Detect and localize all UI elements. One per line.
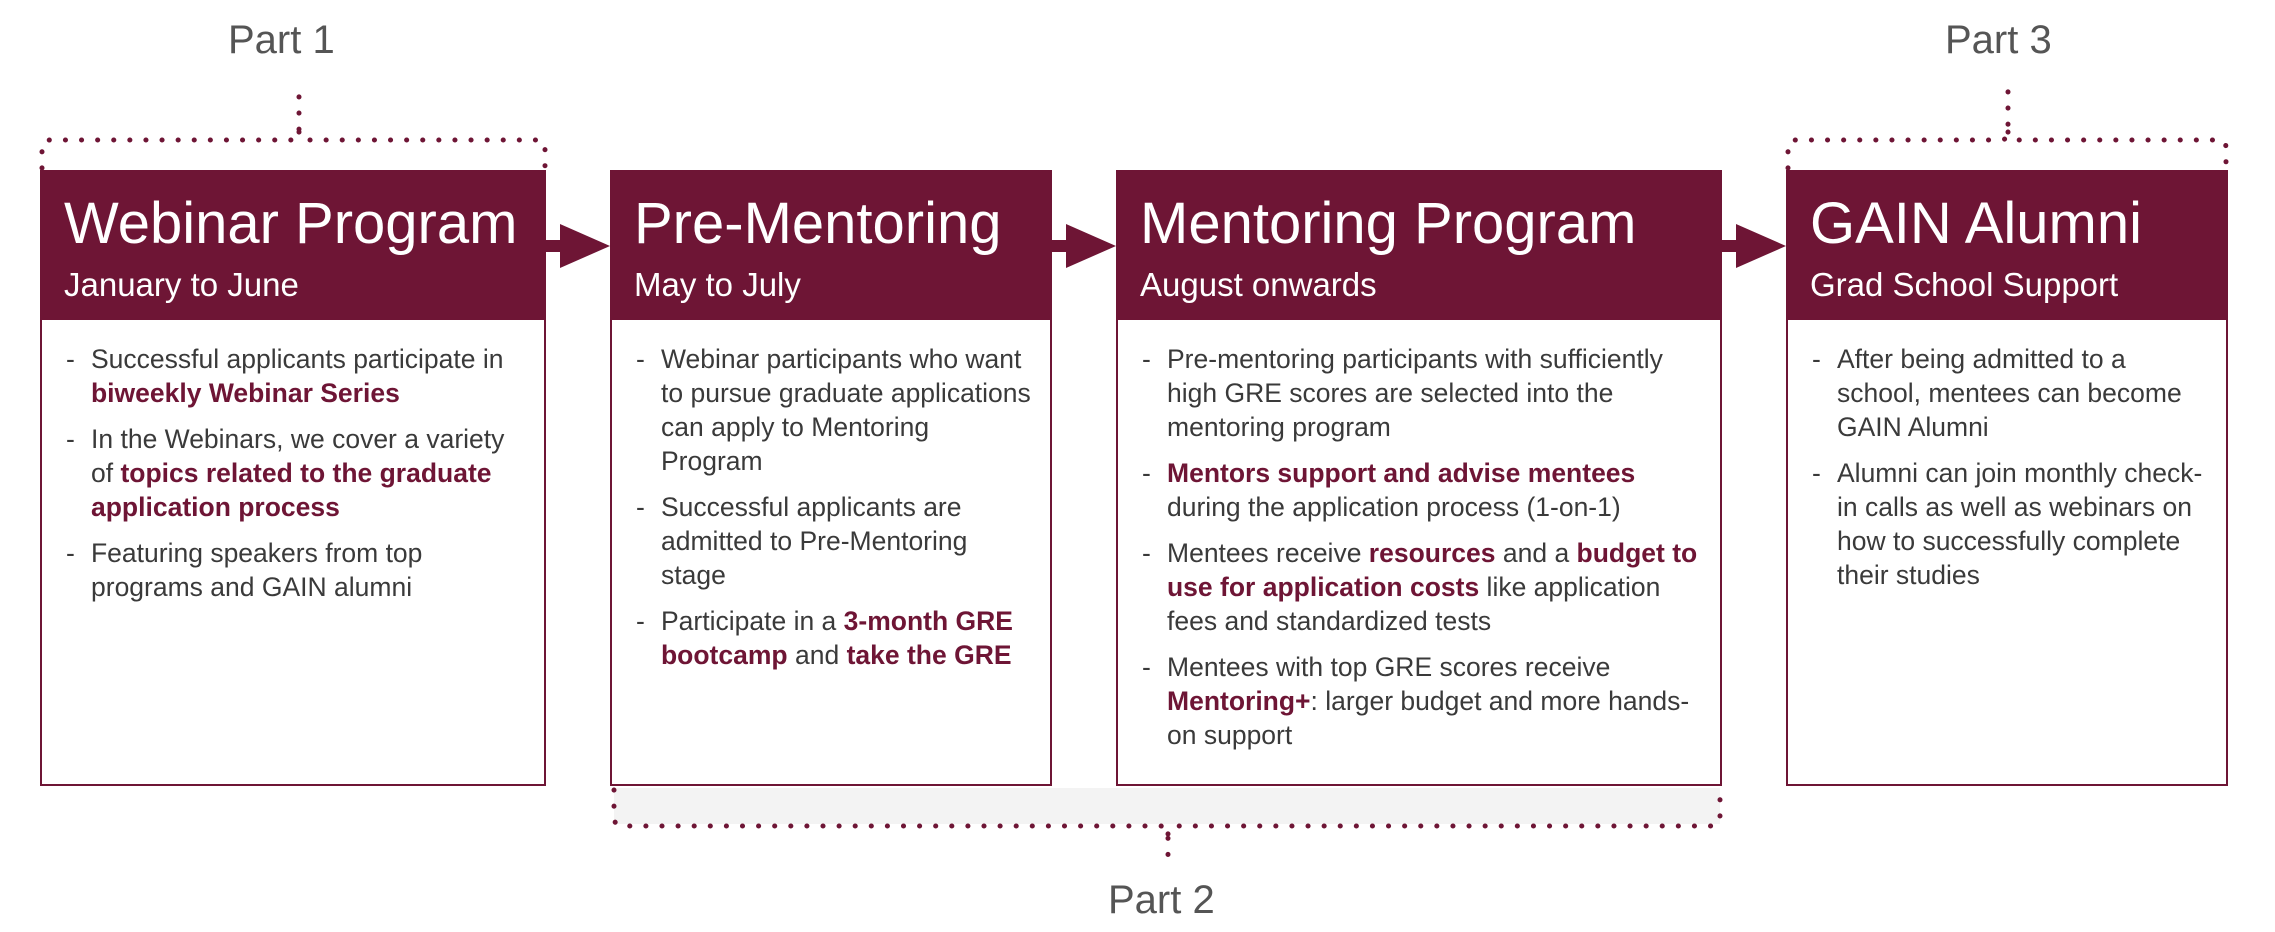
- part-1-bracket: [42, 90, 545, 168]
- bullet-text: Pre-mentoring participants with sufficiently high GRE scores are selected into the mentoring program: [1167, 344, 1663, 442]
- part-1-label: Part 1: [228, 18, 335, 62]
- card-title: Webinar Program: [64, 191, 518, 256]
- card-gain-alumni: [1786, 170, 2228, 786]
- bullet-bold-text: Mentoring+: [1167, 686, 1311, 716]
- card-mentoring-program: [1116, 170, 1722, 786]
- bullet-item: [636, 604, 1036, 672]
- bullet-list: [612, 320, 1050, 672]
- bullet-text: Participate in a: [661, 606, 844, 636]
- bullet-bold-text: budget to use for application costs: [1167, 538, 1698, 602]
- bullet-text: Webinar participants who want to pursue graduate applications can apply to Mentoring Program: [661, 344, 1031, 476]
- card-subtitle: May to July: [634, 266, 801, 303]
- card-header: [1118, 172, 1720, 320]
- arrow-webinar-to-premento: [546, 224, 610, 268]
- bullet-item: [66, 536, 530, 604]
- card-header: [1788, 172, 2226, 320]
- bullet-text: Mentees receive: [1167, 538, 1369, 568]
- bullet-bold-text: Mentors support and advise mentees: [1167, 458, 1636, 488]
- bullet-bold-text: resources: [1368, 538, 1496, 568]
- card-webinar-program: [40, 170, 546, 786]
- bullet-list: [1118, 320, 1720, 752]
- bullet-item: [1812, 456, 2212, 592]
- bullet-text: Successful applicants are admitted to Pre-Mentoring stage: [661, 492, 968, 590]
- bullet-text: Mentees with top GRE scores receive: [1167, 652, 1611, 682]
- bullet-text: and: [787, 640, 847, 670]
- bullet-text: like application fees and standardized tests: [1167, 572, 1661, 636]
- bullet-text: After being admitted to a school, mentees can become GAIN Alumni: [1837, 344, 2182, 442]
- card-subtitle: Grad School Support: [1810, 266, 2119, 303]
- bullet-item: [1142, 456, 1706, 524]
- part-3-label: Part 3: [1945, 18, 2052, 62]
- part-2-bracket: [614, 788, 1720, 868]
- card-title: Mentoring Program: [1140, 191, 1637, 256]
- card-title: Pre-Mentoring: [634, 191, 1002, 256]
- bullet-bold-text: take the GRE: [846, 640, 1012, 670]
- part-2-label: Part 2: [1108, 878, 1215, 922]
- bullet-item: [636, 490, 1036, 592]
- bullet-item: [1142, 342, 1706, 444]
- bullet-item: [636, 342, 1036, 478]
- bullet-text: Featuring speakers from top programs and GAIN alumni: [91, 538, 423, 602]
- bullet-text: and a: [1495, 538, 1577, 568]
- bullet-text: during the application process (1-on-1): [1167, 492, 1621, 522]
- card-header: [612, 172, 1050, 320]
- bullet-text: Alumni can join monthly check-in calls as well as webinars on how to successfully complete their studies: [1837, 458, 2203, 590]
- bullet-text: : larger budget and more hands-on support: [1167, 686, 1690, 750]
- bullet-bold-text: 3-month GRE bootcamp: [661, 606, 1013, 670]
- part-3-bracket: [1788, 90, 2226, 168]
- arrow-mentoring-to-alumni: [1722, 224, 1786, 268]
- card-pre-mentoring: [610, 170, 1052, 786]
- bullet-item: [66, 422, 530, 524]
- bullet-list: [1788, 320, 2226, 592]
- bullet-item: [66, 342, 530, 410]
- arrow-premento-to-mentoring: [1052, 224, 1116, 268]
- card-title: GAIN Alumni: [1810, 191, 2142, 256]
- bullet-bold-text: biweekly Webinar Series: [91, 378, 400, 408]
- bullet-item: [1142, 650, 1706, 752]
- bullet-item: [1142, 536, 1706, 638]
- bullet-item: [1812, 342, 2212, 444]
- bullet-text: In the Webinars, we cover a variety of: [91, 424, 505, 488]
- bullet-bold-text: topics related to the graduate application process: [91, 458, 492, 522]
- card-subtitle: January to June: [64, 266, 299, 303]
- card-subtitle: August onwards: [1140, 266, 1377, 303]
- bullet-list: [42, 320, 544, 604]
- card-header: [42, 172, 544, 320]
- bullet-text: Successful applicants participate in: [91, 344, 504, 374]
